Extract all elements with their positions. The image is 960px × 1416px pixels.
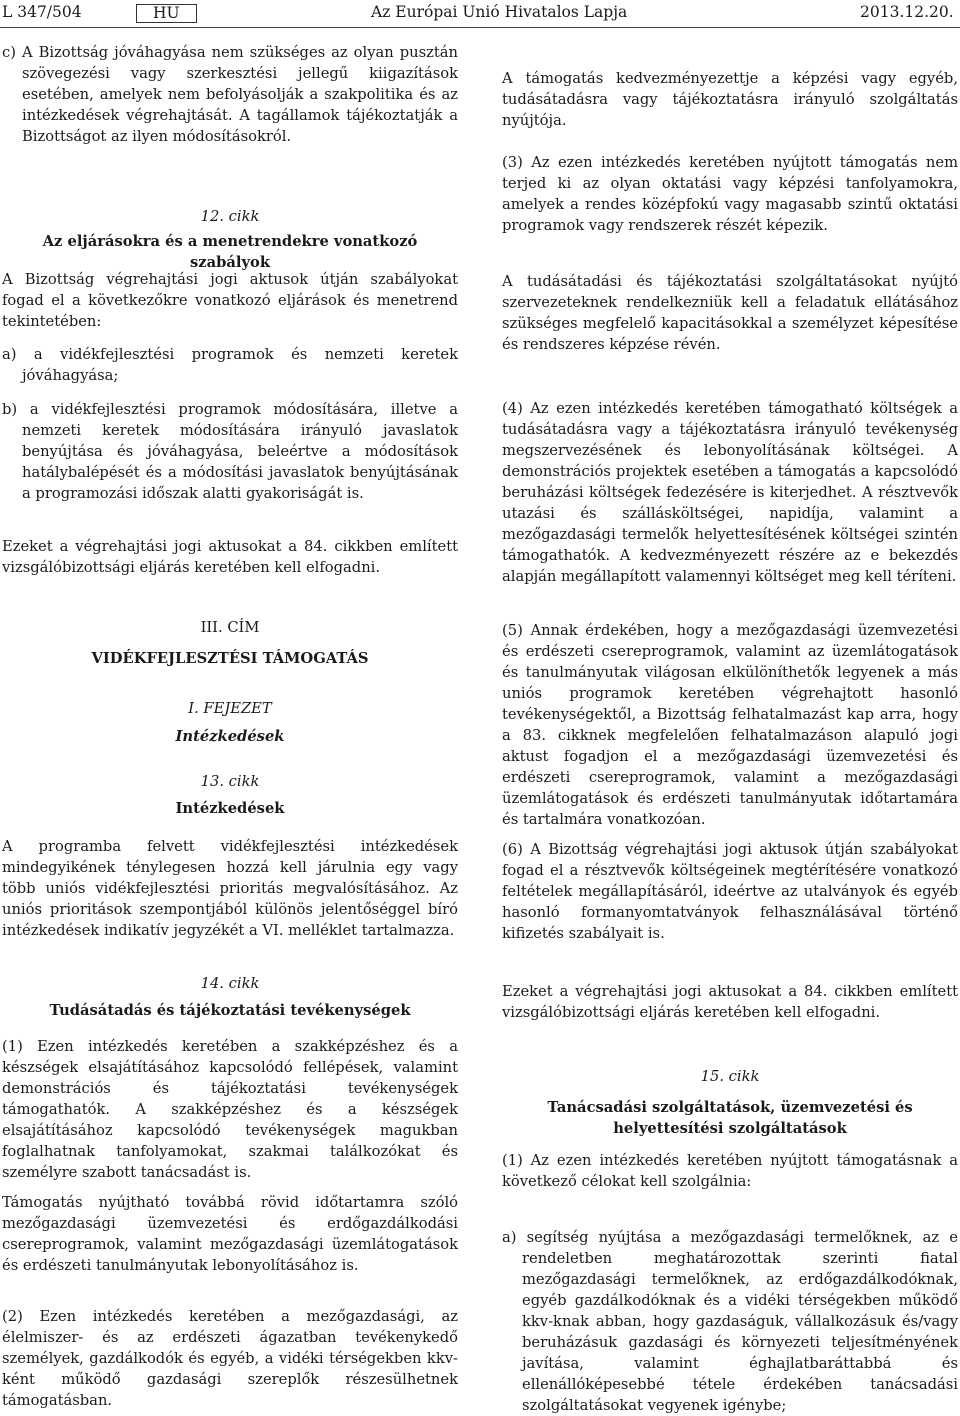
chapter-i-number: I. FEJEZET (188, 700, 272, 717)
language-badge: HU (136, 4, 197, 23)
title-iii-heading (2, 617, 458, 669)
publication-date: 2013.12.20. (860, 3, 954, 21)
page-reference: L 347/504 (2, 3, 82, 21)
article-15-heading (502, 1066, 958, 1139)
chapter-i-heading (2, 698, 458, 747)
article-15-item-a (502, 1227, 958, 1416)
article-13-number: 13. cikk (200, 773, 260, 790)
article-12-item-a-text: a) a vidékfejlesztési programok és nemzeti keretek jóváhagyása; (2, 346, 458, 384)
article-14-para-1 (2, 1036, 458, 1183)
chapter-i-name: Intézkedések (175, 728, 285, 745)
article-12-item-b-text: b) a vidékfejlesztési programok módosítására, illetve a nemzeti keretek módosítására irányuló javaslatok benyújtása és jóváhagyása, beleértve a módosítások hatálybalépését és a módosítási javaslatok benyújtásának a programozási időszak alatti gyakoriságát is. (2, 401, 458, 502)
article-15-para-1 (502, 1150, 958, 1192)
article-15-item-a-text: a) segítség nyújtása a mezőgazdasági termelőknek, az e rendeletben meghatározottak szerinti fiatal mezőgazdasági termelőknek, az erdőgazdálkodóknak, egyéb gazdálkodóknak és a vidéki térségekben működő kkv-knak abban, hogy gazdaságuk, vállalkozásuk és/vagy beruházásuk gazdasági és környezeti teljesítményének javítása, valamint éghajlatbaráttabbá és ellenállóképesebbé tétele érdekében tanácsadási szolgáltatásokat vegyenek igénybe; (502, 1229, 958, 1414)
article-14-para-2-text: (2) Ezen intézkedés keretében a mezőgazdasági, az élelmiszer- és az erdészeti ágazatban tevékenykedő személyek, gazdálkodók és egyéb, a vidéki térségekben kkv-ként működő gazdasági szereplők részesülhetnek támogatásban. (2, 1308, 458, 1409)
title-iii-name: VIDÉKFEJLESZTÉSI TÁMOGATÁS (91, 650, 369, 667)
article-13-title: Intézkedések (175, 800, 285, 817)
page-header (0, 3, 960, 25)
article-15-para-1-text: (1) Az ezen intézkedés keretében nyújtott támogatásnak a következő célokat kell szolgálnia: (502, 1152, 958, 1190)
paragraph-3b-text: A tudásátadási és tájékoztatási szolgáltatásokat nyújtó szervezeteknek rendelkezniük kell a feladatuk ellátásához szükséges megfelelő kapacitásokkal a személyzet képesítése és rendszeres képzése révén. (502, 273, 958, 353)
article-12-heading (2, 206, 458, 273)
article-14-number: 14. cikk (200, 975, 260, 992)
paragraph-3 (502, 152, 958, 236)
journal-title: Az Európai Unió Hivatalos Lapja (371, 3, 628, 21)
article-13-text (2, 836, 458, 941)
paragraph-6b-text: Ezeket a végrehajtási jogi aktusokat a 84. cikkben említett vizsgálóbizottsági eljárás keretében kell elfogadni. (502, 983, 958, 1021)
article-12-number: 12. cikk (200, 208, 260, 225)
article-15-number: 15. cikk (700, 1068, 760, 1085)
article-13-paragraph: A programba felvett vidékfejlesztési intézkedések mindegyikének ténylegesen hozzá kell járulnia egy vagy több uniós vidékfejlesztési prioritás megvalósításához. Az uniós prioritások szempontjából különös jelentőséggel bíró intézkedések indikatív jegyzékét a VI. melléklet tartalmazza. (2, 838, 458, 939)
paragraph-5-text: (5) Annak érdekében, hogy a mezőgazdasági üzemvezetési és erdészeti csereprogramok, valamint az üzemlátogatások és tanulmányutak világosan elkülöníthetők legyenek a más uniós programok keretében végrehajtott hasonló tevékenységektől, a Bizottság felhatalmazást kap arra, hogy a 83. cikknek megfelelően felhatalmazáson alapuló jogi aktust fogadjon el a mezőgazdasági üzemvezetési és erdészeti csereprogramok, valamint a mezőgazdasági üzemlátogatások és erdészeti tanulmányutak időtartamára és tartalmára vonatkozóan. (502, 622, 958, 828)
article-12-closing (2, 536, 458, 578)
article-12-item-b (2, 399, 458, 504)
article-14-title: Tudásátadás és tájékoztatási tevékenységek (49, 1002, 411, 1019)
article-13-heading (2, 771, 458, 819)
article-14-para-2 (2, 1306, 458, 1411)
article-14-para-1-text: (1) Ezen intézkedés keretében a szakképzéshez és a készségek elsajátításához kapcsolódó fellépések, valamint demonstrációs és tájékoztatási tevékenységek támogathatók. A szakképzéshez és a készségek elsajátításához kapcsolódó tevékenységek magukban foglalhatnak tanfolyamokat, szakmai találkozókat és személyre szabott tanácsadást is. (2, 1038, 458, 1181)
article-14-heading (2, 973, 458, 1021)
paragraph-3-text: (3) Az ezen intézkedés keretében nyújtott támogatás nem terjed ki az olyan oktatási vagy képzési tanfolyamokra, amelyek a rendes középfokú vagy magasabb szintű oktatási programok vagy rendszerek részét képezik. (502, 154, 958, 234)
article-12-closing-text: Ezeket a végrehajtási jogi aktusokat a 84. cikkben említett vizsgálóbizottsági eljárás keretében kell elfogadni. (2, 538, 458, 576)
article-14-para-1b-text: Támogatás nyújtható továbbá rövid időtartamra szóló mezőgazdasági üzemvezetési és erdőgazdálkodási csereprogramok, valamint mezőgazdasági üzemlátogatások és erdészeti tanulmányutak lebonyolításához is. (2, 1194, 458, 1274)
paragraph-6-text: (6) A Bizottság végrehajtási jogi aktusok útján szabályokat fogad el a résztvevők költségeinek megtérítésére vonatkozó feltételek megállapításáról, ideértve az utalványok és egyéb hasonló formanyomtatványok felhasználásával történő kifizetés szabályait is. (502, 841, 958, 942)
paragraph-4-text: (4) Az ezen intézkedés keretében támogatható költségek a tudásátadásra vagy a tájékoztatásra irányuló tevékenység megszervezésének és lebonyolításának költségei. A demonstrációs projektek esetében a támogatás a kapcsolódó beruházási költségek fedezésére is kiterjedhet. A résztvevők utazási és szállásköltségei, napidíja, valamint a mezőgazdasági termelők helyettesítésének költségei szintén támogathatók. A kedvezményezett részére az e bekezdés alapján megállapított valamennyi költséget meg kell téríteni. (502, 400, 958, 585)
article-14-para-1b (2, 1192, 458, 1276)
paragraph-6 (502, 839, 958, 944)
title-iii-number: III. CÍM (200, 619, 260, 636)
paragraph-5 (502, 620, 958, 830)
item-c (2, 42, 458, 147)
article-12-intro (2, 269, 458, 332)
item-c-text: c) A Bizottság jóváhagyása nem szükséges az olyan pusztán szövegezési vagy szerkesztési jellegű kiigazítások esetében, amelyek nem befolyásolják a szakpolitika és az intézkedések végrehajtását. A tagállamok tájékoztatják a Bizottságot az ilyen módosításokról. (2, 44, 458, 145)
paragraph-4 (502, 398, 958, 587)
beneficiary-text: A támogatás kedvezményezettje a képzési vagy egyéb, tudásátadásra vagy tájékoztatásra irányuló szolgáltatás nyújtója. (502, 70, 958, 129)
article-12-item-a (2, 344, 458, 386)
beneficiary-paragraph (502, 68, 958, 131)
paragraph-6b (502, 981, 958, 1023)
article-12-title: Az eljárásokra és a menetrendekre vonatkozó szabályok (42, 233, 418, 271)
article-12-intro-text: A Bizottság végrehajtási jogi aktusok útján szabályokat fogad el a következőkre vonatkozó eljárások és menetrend tekintetében: (2, 271, 458, 330)
header-rule (0, 27, 960, 28)
paragraph-3b (502, 271, 958, 355)
article-15-title: Tanácsadási szolgáltatások, üzemvezetési és helyettesítési szolgáltatások (547, 1099, 913, 1137)
